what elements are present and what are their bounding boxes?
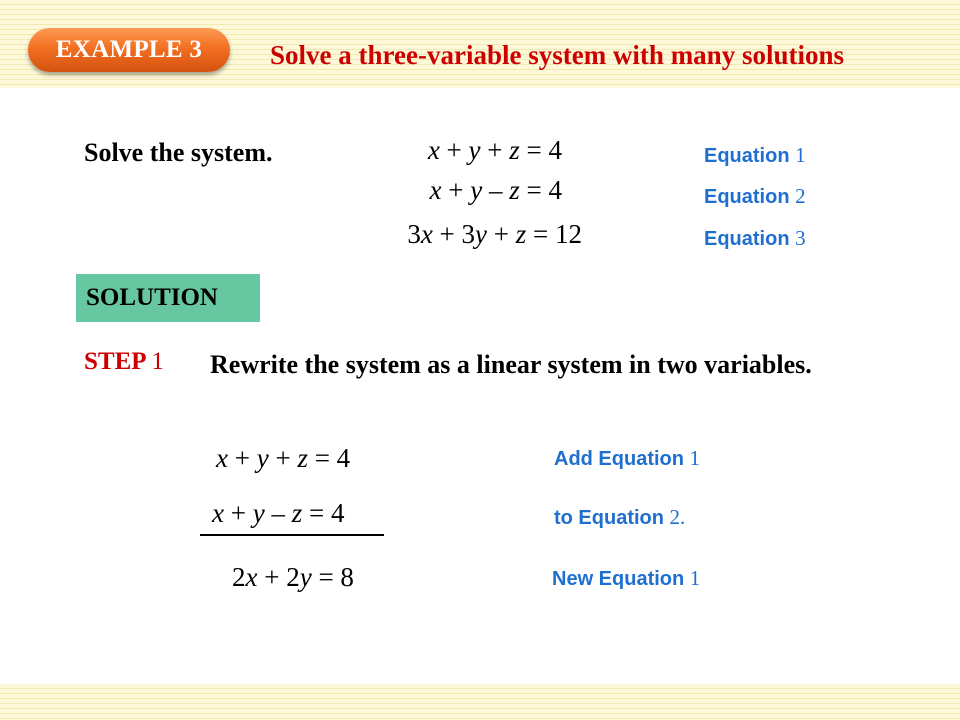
solution-label: SOLUTION <box>76 274 260 322</box>
work-equation-2: x + y – z = 4 <box>212 498 345 528</box>
work-result: 2x + 2y = 8 <box>232 562 354 592</box>
system-equation-2 <box>322 175 562 206</box>
footer-band <box>0 684 960 720</box>
equation-2-text: x + y – z = 4 <box>429 175 562 205</box>
note-to-equation: to Equation 2. <box>554 505 686 529</box>
equation-1-label: Equation 1 <box>704 143 806 167</box>
system-equation-1 <box>322 135 562 166</box>
equation-3-text: 3x + 3y + z = 12 <box>407 219 582 249</box>
slide-title: Solve a three-variable system with many solutions <box>270 40 844 70</box>
system-equation-3 <box>342 219 582 250</box>
note-new-equation: New Equation 1 <box>552 566 701 590</box>
note-add-equation: Add Equation 1 <box>554 446 701 470</box>
work-equation-1: x + y + z = 4 <box>216 443 351 473</box>
equation-2-label: Equation 2 <box>704 184 806 208</box>
step-1-text: Rewrite the system as a linear system in two variables. <box>210 350 812 379</box>
example-badge: EXAMPLE 3 <box>28 28 230 72</box>
system-prompt: Solve the system. <box>84 138 273 167</box>
sum-divider <box>200 534 384 536</box>
equation-1-text: x + y + z = 4 <box>427 135 562 165</box>
step-label: STEP 1 <box>84 348 164 375</box>
equation-3-label: Equation 3 <box>704 226 806 250</box>
